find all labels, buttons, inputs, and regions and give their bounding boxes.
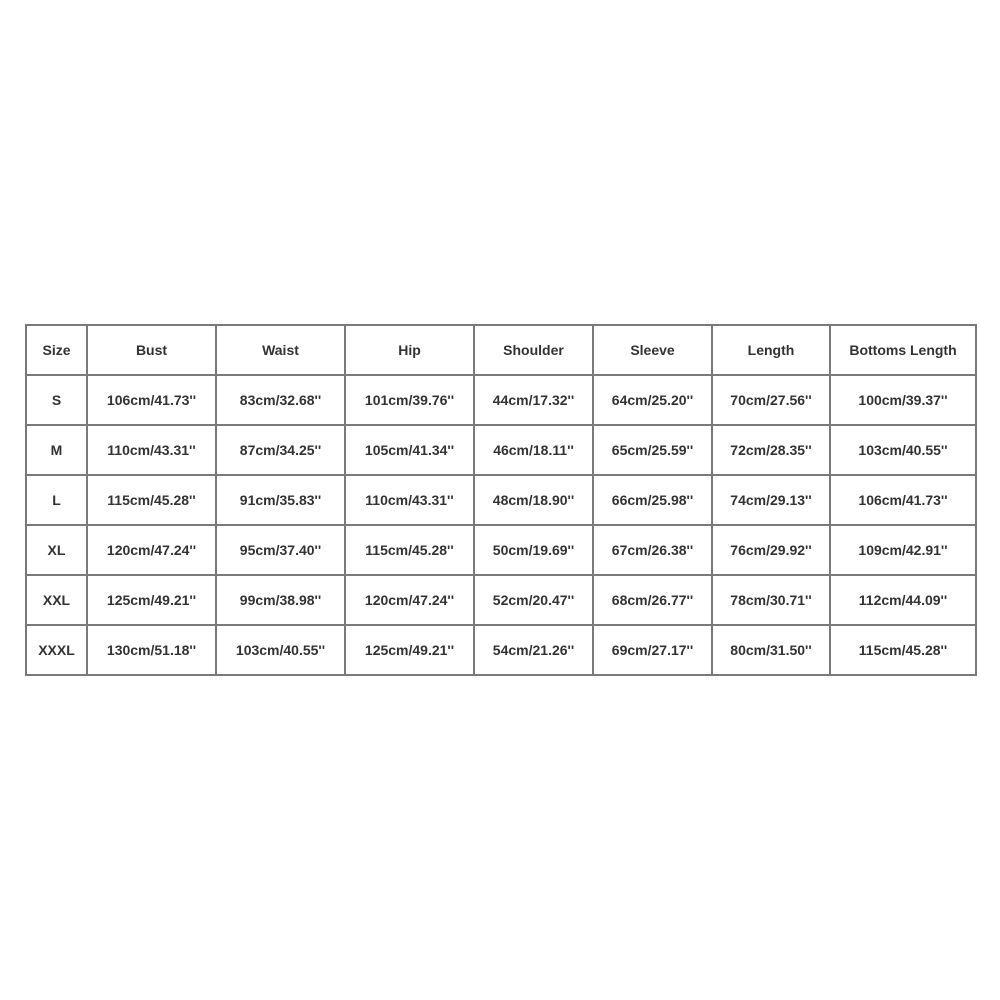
size-cell: M xyxy=(26,425,87,475)
size-cell: XXXL xyxy=(26,625,87,675)
size-cell: S xyxy=(26,375,87,425)
bust-cell: 115cm/45.28'' xyxy=(87,475,216,525)
hip-cell: 120cm/47.24'' xyxy=(345,575,474,625)
header-bust: Bust xyxy=(87,325,216,375)
header-shoulder: Shoulder xyxy=(474,325,593,375)
bottoms-length-cell: 112cm/44.09'' xyxy=(830,575,976,625)
size-cell: L xyxy=(26,475,87,525)
header-size: Size xyxy=(26,325,87,375)
sleeve-cell: 68cm/26.77'' xyxy=(593,575,712,625)
shoulder-cell: 50cm/19.69'' xyxy=(474,525,593,575)
size-cell: XXL xyxy=(26,575,87,625)
length-cell: 70cm/27.56'' xyxy=(712,375,830,425)
hip-cell: 105cm/41.34'' xyxy=(345,425,474,475)
hip-cell: 110cm/43.31'' xyxy=(345,475,474,525)
bottoms-length-cell: 109cm/42.91'' xyxy=(830,525,976,575)
bust-cell: 125cm/49.21'' xyxy=(87,575,216,625)
shoulder-cell: 52cm/20.47'' xyxy=(474,575,593,625)
hip-cell: 115cm/45.28'' xyxy=(345,525,474,575)
shoulder-cell: 46cm/18.11'' xyxy=(474,425,593,475)
header-row xyxy=(26,325,976,375)
header-sleeve: Sleeve xyxy=(593,325,712,375)
sleeve-cell: 69cm/27.17'' xyxy=(593,625,712,675)
waist-cell: 103cm/40.55'' xyxy=(216,625,345,675)
bust-cell: 106cm/41.73'' xyxy=(87,375,216,425)
length-cell: 74cm/29.13'' xyxy=(712,475,830,525)
table-row xyxy=(26,575,976,625)
table-row xyxy=(26,475,976,525)
length-cell: 80cm/31.50'' xyxy=(712,625,830,675)
waist-cell: 95cm/37.40'' xyxy=(216,525,345,575)
sleeve-cell: 67cm/26.38'' xyxy=(593,525,712,575)
size-chart-table xyxy=(25,324,977,676)
bottoms-length-cell: 106cm/41.73'' xyxy=(830,475,976,525)
waist-cell: 91cm/35.83'' xyxy=(216,475,345,525)
waist-cell: 87cm/34.25'' xyxy=(216,425,345,475)
bottoms-length-cell: 100cm/39.37'' xyxy=(830,375,976,425)
waist-cell: 99cm/38.98'' xyxy=(216,575,345,625)
length-cell: 78cm/30.71'' xyxy=(712,575,830,625)
hip-cell: 125cm/49.21'' xyxy=(345,625,474,675)
waist-cell: 83cm/32.68'' xyxy=(216,375,345,425)
table-row xyxy=(26,525,976,575)
header-hip: Hip xyxy=(345,325,474,375)
length-cell: 76cm/29.92'' xyxy=(712,525,830,575)
header-waist: Waist xyxy=(216,325,345,375)
sleeve-cell: 66cm/25.98'' xyxy=(593,475,712,525)
shoulder-cell: 54cm/21.26'' xyxy=(474,625,593,675)
header-length: Length xyxy=(712,325,830,375)
bust-cell: 130cm/51.18'' xyxy=(87,625,216,675)
shoulder-cell: 44cm/17.32'' xyxy=(474,375,593,425)
length-cell: 72cm/28.35'' xyxy=(712,425,830,475)
bust-cell: 120cm/47.24'' xyxy=(87,525,216,575)
header-bottoms-length: Bottoms Length xyxy=(830,325,976,375)
table-row xyxy=(26,425,976,475)
bottoms-length-cell: 115cm/45.28'' xyxy=(830,625,976,675)
bust-cell: 110cm/43.31'' xyxy=(87,425,216,475)
size-cell: XL xyxy=(26,525,87,575)
sleeve-cell: 65cm/25.59'' xyxy=(593,425,712,475)
table-row xyxy=(26,625,976,675)
hip-cell: 101cm/39.76'' xyxy=(345,375,474,425)
bottoms-length-cell: 103cm/40.55'' xyxy=(830,425,976,475)
sleeve-cell: 64cm/25.20'' xyxy=(593,375,712,425)
shoulder-cell: 48cm/18.90'' xyxy=(474,475,593,525)
table-row xyxy=(26,375,976,425)
